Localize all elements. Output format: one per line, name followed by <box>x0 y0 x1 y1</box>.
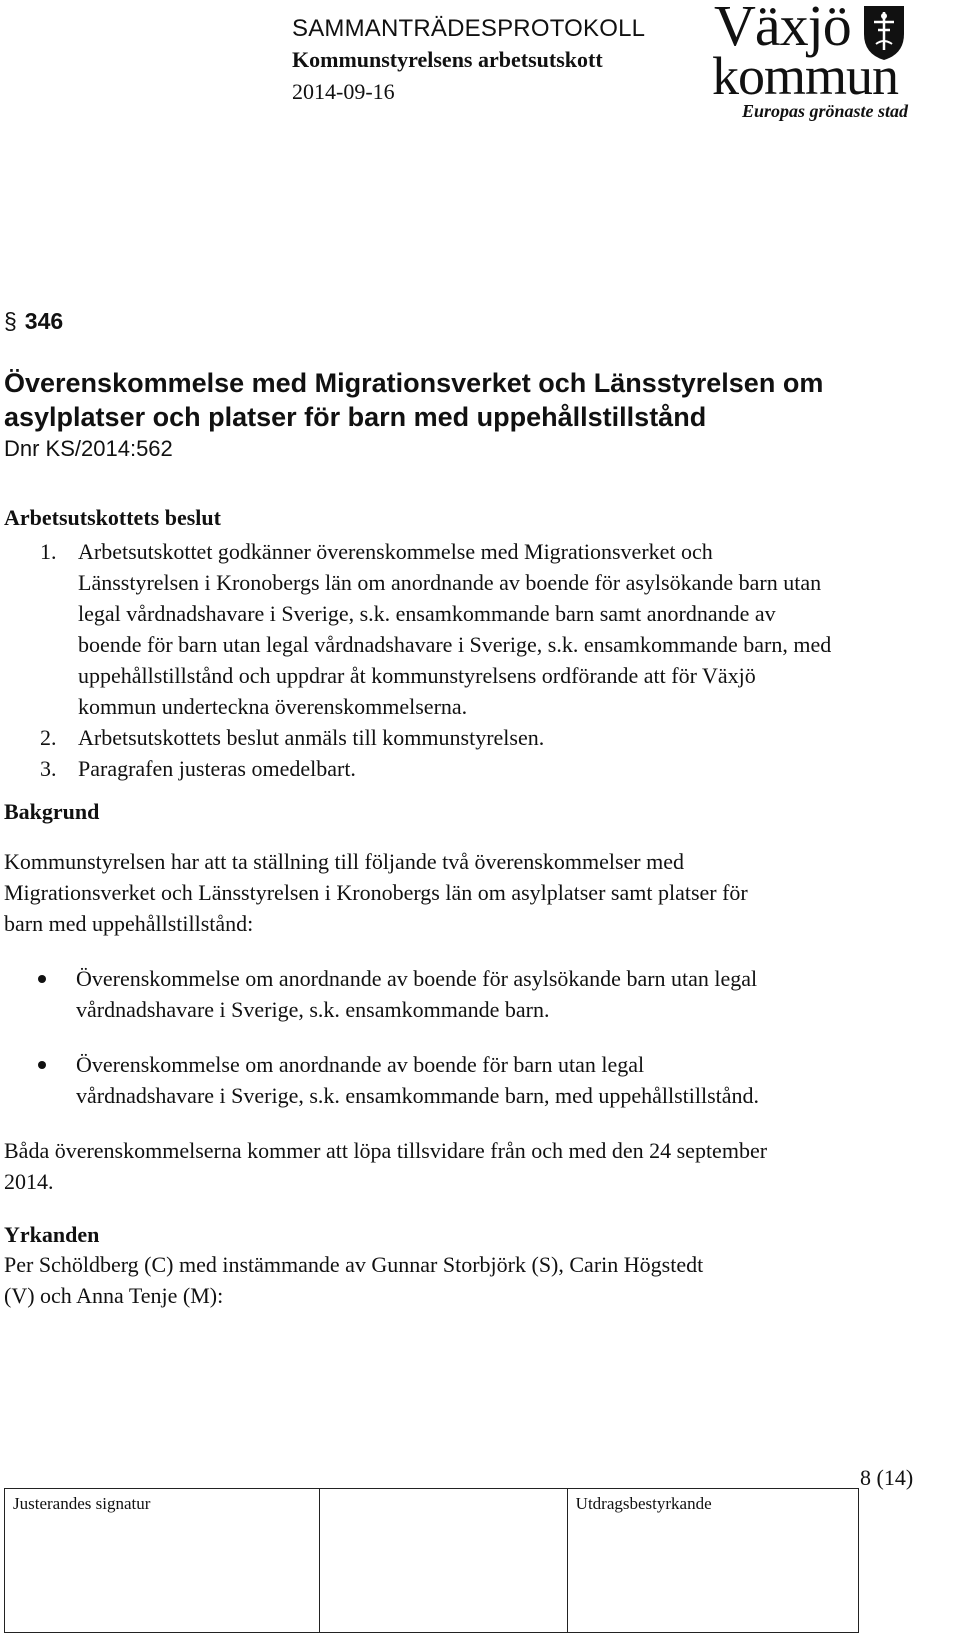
agreement-item-text: Överenskommelse om anordnande av boende för asylsökande barn utan legal vårdnadshavare i Sverige, s.k. ensamkommande barn. <box>76 966 758 1022</box>
agreement-item <box>0 963 776 1025</box>
meeting-date: 2014-09-16 <box>292 79 395 104</box>
decision-item-text: Paragrafen justeras omedelbart. <box>78 756 356 781</box>
paragraph-sign: § <box>4 308 17 334</box>
agreement-item <box>0 1049 776 1111</box>
decision-item <box>0 753 838 784</box>
protocol-title: SAMMANTRÄDESPROTOKOLL <box>292 15 646 42</box>
background-intro: Kommunstyrelsen har att ta ställning till följande två överenskommelser med Migrationsverket och Länsstyrelsen i Kronobergs län om asylplatser samt platser för barn med uppehållstillstånd: <box>4 849 748 936</box>
section-number <box>4 304 940 338</box>
decision-item-text: Arbetsutskottets beslut anmäls till kommunstyrelsen. <box>78 725 545 750</box>
document-header <box>292 14 645 108</box>
decision-list <box>0 536 940 784</box>
extract-cell <box>568 1489 858 1632</box>
signature-cell <box>5 1489 320 1632</box>
signature-field <box>320 1489 567 1632</box>
signature-table <box>4 1488 859 1633</box>
background-closing: Båda överenskommelserna kommer att löpa tillsvidare från och med den 24 september 2014. <box>4 1138 768 1194</box>
section-title: Överenskommelse med Migrationsverket och Länsstyrelsen om asylplatser och platser för barn med uppehållstillstånd <box>4 368 824 432</box>
decision-item-text: Arbetsutskottet godkänner överenskommelse med Migrationsverket och Länsstyrelsen i Kronobergs län om anordnande av boende för asylsökande barn utan legal vårdnadshavare i Sverige, s.k. ensamkommande barn samt anordnande av boende för barn utan legal vårdnadshavare i Sverige, s.k. ensamkommande barn, med uppehållstillstånd och uppdrar åt kommunstyrelsens ordförande att för Växjö kommun underteckna överenskommelserna. <box>78 539 832 719</box>
decision-item <box>0 536 838 722</box>
case-number: Dnr KS/2014:562 <box>4 436 173 461</box>
logo-tagline: Europas grönaste stad <box>742 101 909 121</box>
logo-word-vaxjo: Växjö <box>714 0 851 58</box>
section-number-value: 346 <box>24 308 64 334</box>
decision-item-number: 1. <box>40 539 57 564</box>
logo-word-kommun: kommun <box>712 46 899 106</box>
decision-item-number: 3. <box>40 756 57 781</box>
bullet-icon <box>38 975 46 983</box>
claims-text: Per Schöldberg (C) med instämmande av Gunnar Storbjörk (S), Carin Högstedt (V) och Anna Tenje (M): <box>4 1252 704 1308</box>
claims-heading: Yrkanden <box>4 1222 100 1247</box>
signature-label: Justerandes signatur <box>13 1494 151 1513</box>
page-number: 8 (14) <box>860 1465 914 1490</box>
committee-name: Kommunstyrelsens arbetsutskott <box>292 47 603 72</box>
agreement-list <box>0 963 940 1111</box>
decision-heading: Arbetsutskottets beslut <box>4 505 221 530</box>
decision-item-number: 2. <box>40 725 57 750</box>
bullet-icon <box>38 1061 46 1069</box>
vaxjo-kommun-logo <box>712 0 922 130</box>
document-body <box>0 304 940 1311</box>
agreement-item-text: Överenskommelse om anordnande av boende för barn utan legal vårdnadshavare i Sverige, s.k. ensamkommande barn, med uppehållstillstånd. <box>76 1052 760 1108</box>
extract-label: Utdragsbestyrkande <box>575 1494 712 1513</box>
decision-item <box>0 722 838 753</box>
background-heading: Bakgrund <box>4 799 100 824</box>
